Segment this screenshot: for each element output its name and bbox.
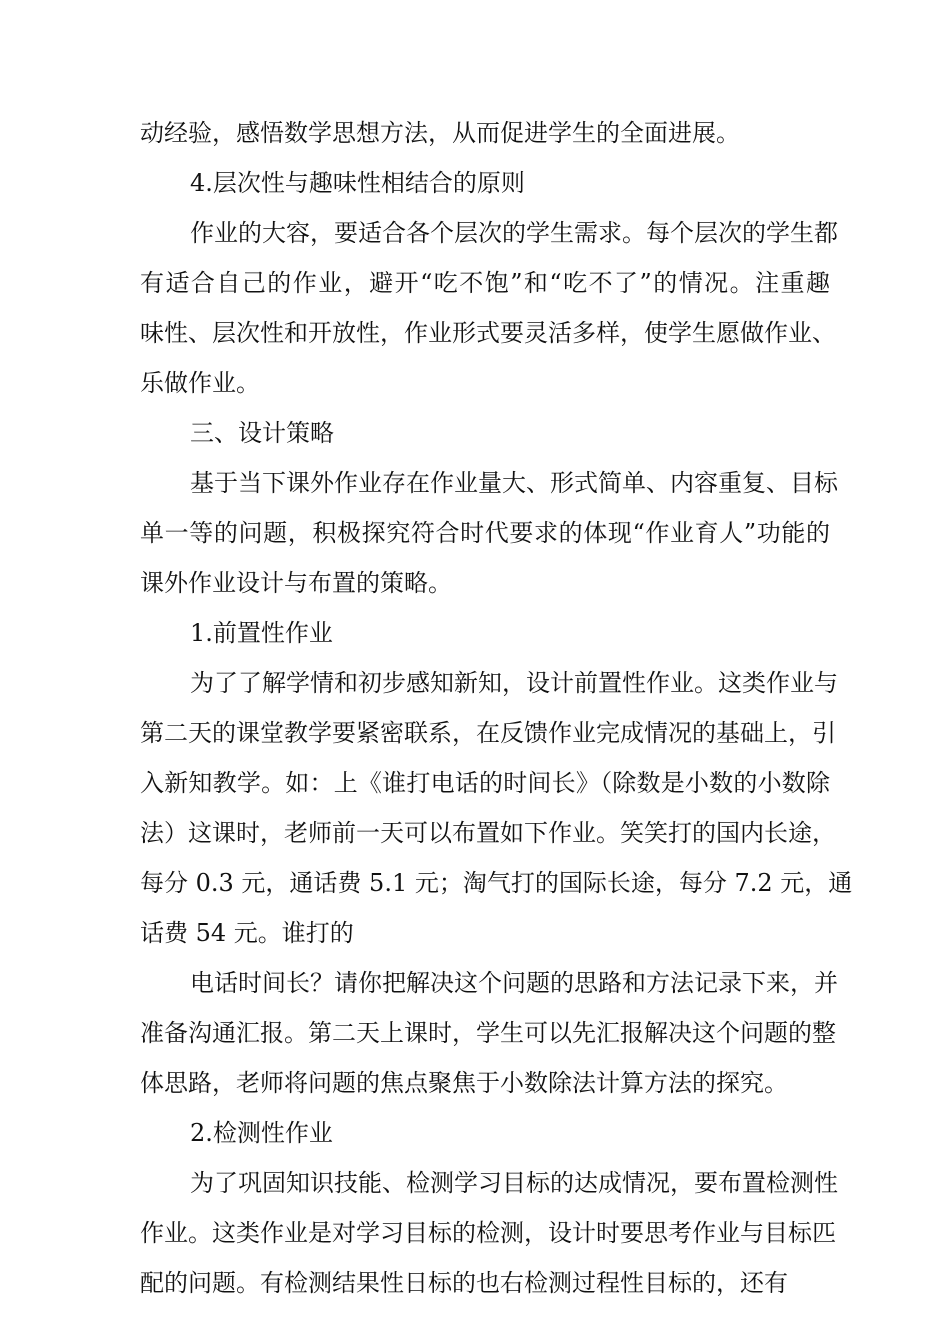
text-line: 有适合自己的作业，避开“吃不饱”和“吃不了”的情况。注重趣 [140,269,830,297]
section-heading: 三、设计策略 [190,419,334,447]
text-line: 基于当下课外作业存在作业量大、形式简单、内容重复、目标 [190,469,838,497]
text-line: 为了了解学情和初步感知新知，设计前置性作业。这类作业与 [190,669,838,697]
text-line: 课外作业设计与布置的策略。 [140,569,452,597]
text-line: 入新知教学。如：上《谁打电话的时间长》（除数是小数的小数除 [140,769,830,797]
section-heading: 2.检测性作业 [190,1119,333,1147]
text-line: 动经验，感悟数学思想方法，从而促进学生的全面进展。 [140,119,740,147]
text-line: 体思路，老师将问题的焦点聚焦于小数除法计算方法的探究。 [140,1069,788,1097]
text-line: 配的问题。有检测结果性日标的也右检测过程性目标的，还有 [140,1269,788,1297]
text-line: 作业的大容，要适合各个层次的学生需求。每个层次的学生都 [190,219,838,247]
text-line: 法）这课时，老师前一天可以布置如下作业。笑笑打的国内长途， [140,819,836,847]
text-line: 作业。这类作业是对学习目标的检测，设计时要思考作业与目标匹 [140,1219,836,1247]
text-line: 味性、层次性和开放性，作业形式要灵活多样，使学生愿做作业、 [140,319,836,347]
text-line: 为了巩固知识技能、检测学习目标的达成情况，要布置检测性 [190,1169,838,1197]
section-heading: 4.层次性与趣味性相结合的原则 [190,169,525,197]
text-line: 准备沟通汇报。第二天上课时，学生可以先汇报解决这个问题的整 [140,1019,836,1047]
text-line: 每分 0.3 元，通话费 5.1 元；淘气打的国际长途，每分 7.2 元，通 [140,869,853,897]
text-line: 第二天的课堂教学要紧密联系，在反馈作业完成情况的基础上，引 [140,719,836,747]
text-line: 话费 54 元。谁打的 [140,919,354,947]
text-line: 电话时间长？请你把解决这个问题的思路和方法记录下来，并 [190,969,838,997]
text-line: 单一等的问题，积极探究符合时代要求的体现“作业育人”功能的 [140,519,830,547]
section-heading: 1.前置性作业 [190,619,333,647]
text-line: 乐做作业。 [140,369,260,397]
